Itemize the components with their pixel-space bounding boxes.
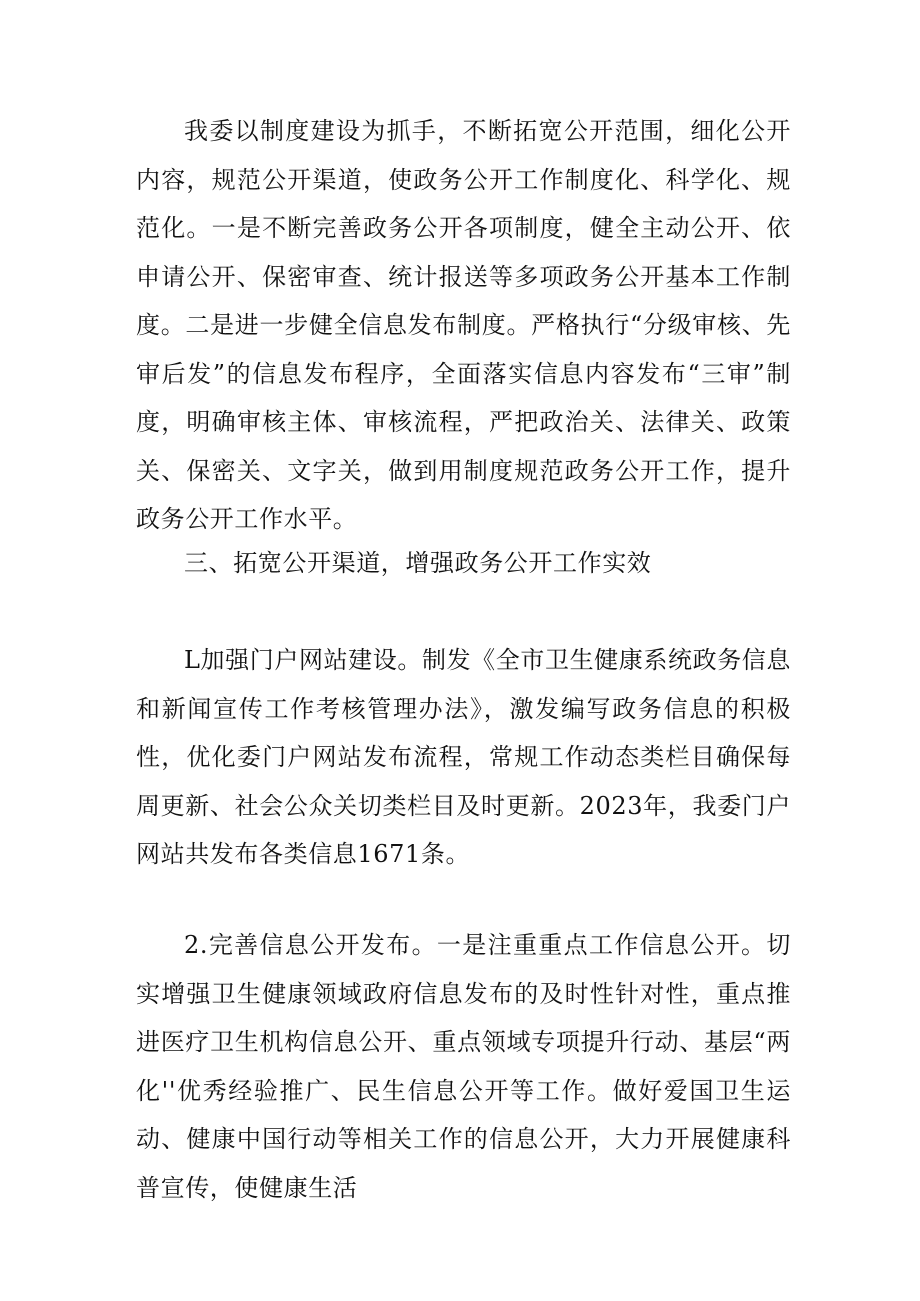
body-paragraph: L加强门户网站建设。制发《全市卫生健康系统政务信息和新闻宣传工作考核管理办法》，激发编写政务信息的积极性，优化委门户网站发布流程，常规工作动态类栏目确保每周更新、社会公众关切类栏目及时更新。2023年，我委门户网站共发布各类信息1671条。 [136,646,791,868]
section-heading: 三、拓宽公开渠道，增强政务公开工作实效 [184,549,652,577]
body-paragraph: 我委以制度建设为抓手，不断拓宽公开范围，细化公开内容，规范公开渠道，使政务公开工作制度化、科学化、规范化。一是不断完善政务公开各项制度，健全主动公开、依申请公开、保密审查、统计报送等多项政务公开基本工作制度。二是进一步健全信息发布制度。严格执行“分级审核、先审后发”的信息发布程序，全面落实信息内容发布“三审”制度，明确审核主体、审核流程，严把政治关、法律关、政策关、保密关、文字关，做到用制度规范政务公开工作，提升政务公开工作水平。 [136,117,791,533]
body-paragraph: 2.完善信息公开发布。一是注重重点工作信息公开。切实增强卫生健康领域政府信息发布的及时性针对性，重点推进医疗卫生机构信息公开、重点领域专项提升行动、基层“两化''优秀经验推广、民生信息公开等工作。做好爱国卫生运动、健康中国行动等相关工作的信息公开，大力开展健康科普宣传，使健康生活 [136,931,791,1202]
